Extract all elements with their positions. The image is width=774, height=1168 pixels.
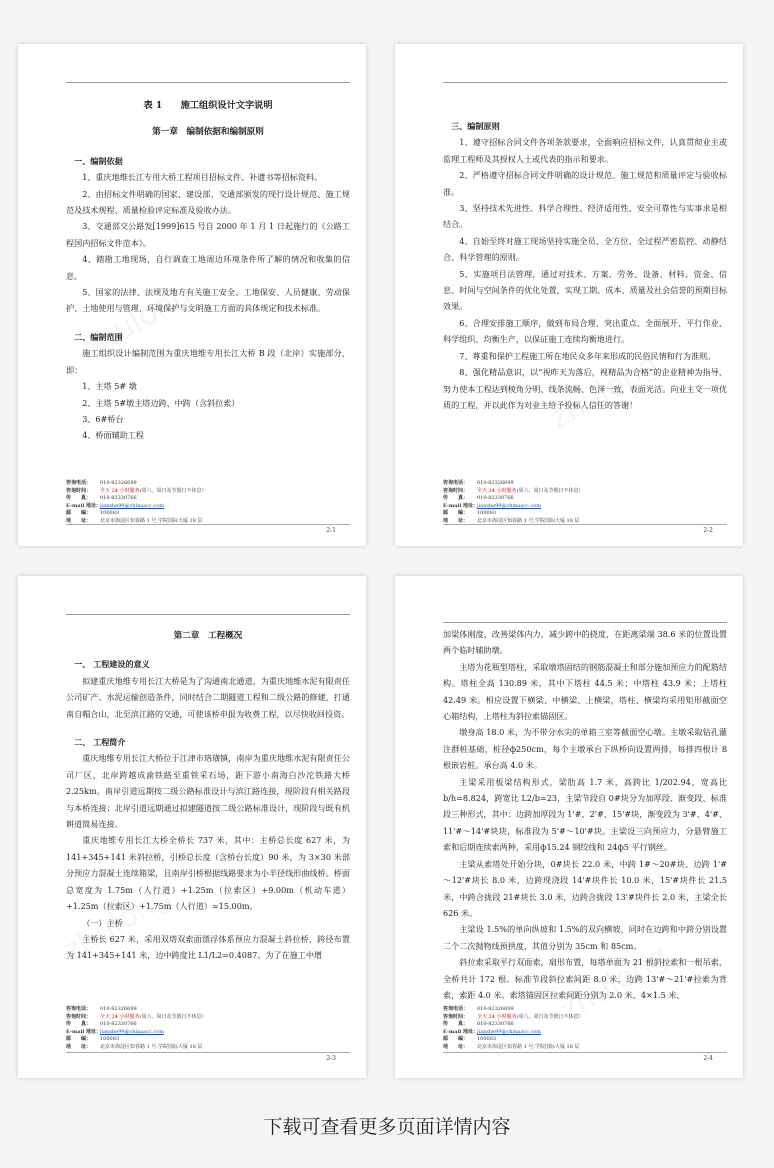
paragraph: 加梁体刚度，改善梁体内力，减少跨中的挠度，在距离梁端 38.6 米的位置设置两个临时辅助墩。	[443, 629, 727, 656]
section-heading: 一、 工程建设的意义	[74, 659, 150, 670]
footer-rule	[66, 1052, 350, 1053]
header-rule	[66, 82, 350, 83]
paragraph: 4、自始至终对施工现场坚持实施全员、全方位、全过程严密监控、动静结合、科学管理的原则。	[443, 235, 727, 263]
footer-rule	[443, 524, 727, 525]
section-heading: 二、 工程简介	[74, 737, 126, 748]
paragraph: 2、主塔 5#墩主塔边跨、中跨（含斜拉索）	[82, 397, 240, 408]
footer-rule	[66, 524, 350, 525]
section-heading: 二、编制范围	[74, 331, 123, 342]
header-rule	[66, 614, 350, 615]
paragraph: 3、交通部交公路发[1999]615 号自 2000 年 1 月 1 日起施行的《公路工程国内招标文件范本》。	[66, 221, 350, 248]
document-page-4	[395, 576, 743, 1078]
section-heading: 三、编制原则	[451, 121, 500, 131]
paragraph: 1、主塔 5# 墩	[82, 381, 137, 392]
paragraph: 拟建重庆地维专用长江大桥是为了沟通南北通道，为重庆地维水泥有限责任公司矿产、水泥运输创造条件，同时结合二期隧道工程和二级公路的修建，打通南自帽合山，北至滨江路的交通，可使该桥申报为收费工程，以尽快收回投资。	[66, 675, 350, 719]
paragraph: 3、坚持技术先进性、科学合理性、经济适用性、安全可靠性与实事求是相结合。	[443, 203, 727, 230]
contact-block: 咨询电话： 010-82326699 咨询时间： 全天 24 小时服务(周六、周日及节假日不休息） 传 真： 010-82330766 E-mail 地址：jianshe99@chinaacc.com 邮 编： 100083 地 址： 北京市海淀区知春路 1 号,学院国际大厦 18 层	[443, 1006, 584, 1050]
document-page-1	[18, 44, 366, 546]
chapter-title: 第二章 工程概况	[173, 631, 243, 641]
paragraph: 5、国家的法律、法规及地方有关施工安全、工地保安、人员健康、劳动保护、土地使用与管理、环境保护与文明施工方面的具体规定和技术标准。	[66, 287, 350, 314]
paragraph: 斜拉索采取平行双面索，扇形布置，每塔单面为 21 根斜拉索和一根吊索，全桥共计 172 根。标准节段斜拉索间距 8.0 米，边跨 13'#～21'#拉索为背索，索距 4.0 米。索塔锚固区拉索间距分别为 2.0 米、4×1.5 米、	[443, 957, 727, 1000]
paragraph: 墩身高 18.0 米，为不带分水尖的单箱三室等截面空心墩。主墩采取钻孔灌注群桩基础，桩径ф250cm，每个主墩承台下纵桥向设置两排，每排四根计 8 根嵌岩桩。承台高 4.0 米。	[443, 727, 727, 771]
email-link[interactable]: jianshe99@chinaacc.com	[100, 502, 165, 509]
paragraph: 8、强化精品意识，以“视昨天为落后，视精品为合格”的企业精神为指导，努力使本工程达到棱角分明、线条流畅、色泽一致，表面光洁。向业主交一项优质的工程，并以此作为对业主给予投标人信任的答谢！	[443, 367, 727, 410]
document-title: 表 1 施工组织设计文字说明	[143, 100, 273, 111]
paragraph: 2、由招标文件明确的国家、建设部、交通部颁发的现行设计规范、施工规范及技术规程、质量检验评定标准及验收办法。	[66, 188, 350, 216]
paragraph: 1、重庆地维长江专用大桥工程项目招标文件、补遗书等招标资料。	[82, 172, 323, 183]
header-rule	[443, 82, 727, 83]
paragraph: 主梁采用板梁结构形式，梁肋高 1.7 米，高跨比 1/202.94，宽高比 b/h=8.824，跨宽比 L2/b=23，主梁节段自 0#块分为加厚段、渐变段、标准段三种形式，其中：边跨加厚段为 1'#、2'#、15'#块，渐变段为 3'#、4'#、11'#～14'#块块，标准段为 5'#～10'#块。主梁设三向预应力，分悬臂施工索和后期连续索两种，采用ф15.24 钢绞线和 24ф5 平行钢丝。	[443, 776, 727, 853]
paragraph: 主塔为花瓶型塔柱，采取墩塔固结的钢筋混凝土和部分施加预应力的配筋结构。塔柱全高 130.89 米，其中下塔柱 44.5 米；中塔柱 43.9 米；上塔柱 42.49 米。相应设置下横梁、中横梁、上横梁，塔柱、横梁均采用矩形截面空心箱结构，上塔柱为斜拉索锚固区。	[443, 661, 727, 722]
document-page-2	[395, 44, 743, 546]
contact-block: 咨询电话： 010-82326699 咨询时间： 全天 24 小时服务(周六、周日及节假日不休息） 传 真： 010-82330766 E-mail 地址：jianshe99@chinaacc.com 邮 编： 100083 地 址： 北京市海淀区知春路 1 号,学院国际大厦 18 层	[443, 480, 584, 524]
page-body	[66, 628, 350, 964]
contact-block: 咨询电话： 010-82326699 咨询时间： 全天 24 小时服务(周六、周日及节假日不休息） 传 真： 010-82330766 E-mail 地址：jianshe99@chinaacc.com 邮 编： 100083 地 址： 北京市海淀区知春路 1 号,学院国际大厦 18 层	[66, 480, 207, 524]
paragraph: 施工组织设计编制范围为重庆地维专用长江大桥 B 段（北岸）实施部分，即：	[66, 348, 350, 375]
email-link[interactable]: jianshe99@chinaacc.com	[477, 502, 542, 509]
paragraph: 主桥长 627 米，采用双塔双索面漂浮体系预应力混凝土斜拉桥，跨径布置为 141+345+141 米，边中跨度比 L1/L2=0.4087。为了在施工中增	[66, 933, 350, 961]
chapter-title: 第一章 编制依据和编制原则	[152, 127, 264, 138]
email-link[interactable]: jianshe99@chinaacc.com	[477, 1028, 542, 1035]
page-number: 2-2	[703, 527, 713, 534]
page-number: 2-1	[326, 527, 336, 534]
section-heading: 一、编制依据	[74, 155, 123, 166]
paragraph: 重庆地维专用长江大桥全桥长 737 米，其中：主桥总长度 627 米，为 141+345+141 米斜拉桥，引桥总长度（含桥台长度）90 米，为 3×30 米部分预应力混凝土连续箱梁，且南岸引桥根据线路要求为小半径线形曲线桥。桥面总宽度为 1.75m（人行道）+1.25m（拉索区）+9.00m（机动车道）+1.25m（拉索区）+1.75m（人行道）=15.00m。	[66, 835, 350, 912]
paragraph: 主梁从索塔处开始分块，0#块长 22.0 米，中跨 1#～20#块、边跨 1'#～12'#块长 8.0 米，边跨现浇段 14'#块件长 10.0 米，15'#块件长 21.5 米，中跨合拢段 21#块长 3.0 米，边跨合拢段 13'#块件长 2.0 米，主梁全长 626 米。	[443, 858, 727, 918]
paragraph: 7、尊重和保护工程施工所在地民众多年来形成的民俗民情和行为准则。	[459, 350, 716, 361]
paragraph: （一）主桥	[82, 917, 123, 928]
paragraph: 5、实施项目法管理，通过对技术、方案、劳务、设备、材料、资金、信息、时间与空间条件的优化处置，实现工期、成本、质量及社会信誉的预期目标效果。	[443, 268, 727, 312]
paragraph: 3、6#桥台	[82, 413, 124, 424]
page-body	[443, 626, 727, 1003]
paragraph: 2、严格遵守招标合同文件明确的设计规范、施工规范和质量评定与验收标准。	[443, 170, 727, 197]
paragraph: 4、桥面辅助工程	[82, 430, 144, 441]
paragraph: 1、遵守招标合同文件各项条款要求，全面响应招标文件，认真贯彻业主或监理工程师及其授权人士或代表的指示和要求。	[443, 137, 727, 164]
download-caption: 下载可查看更多页面详情内容	[263, 1116, 511, 1138]
paragraph: 4、踏勘工地现场，自行调查工地周边环境条件所了解的情况和收集的信息。	[66, 254, 350, 281]
header-rule	[443, 622, 727, 623]
paragraph: 6、合理安排施工顺序，做到布局合理、突出重点、全面展开、平行作业、科学组织、均衡生产，以保证施工连续均衡地进行。	[443, 317, 727, 345]
paragraph: 主梁设 1.5%的单向纵坡和 1.5%的双向横坡，同时在边跨和中跨分别设置二个二次抛物线预拱度，其值分别为 35cm 和 85cm。	[443, 924, 727, 951]
page-body	[443, 114, 727, 413]
contact-block: 咨询电话： 010-82326699 咨询时间： 全天 24 小时服务(周六、周日及节假日不休息） 传 真： 010-82330766 E-mail 地址：jianshe99@chinaacc.com 邮 编： 100083 地 址： 北京市海淀区知春路 1 号,学院国际大厦 18 层	[66, 1006, 207, 1050]
document-page-3	[18, 576, 366, 1078]
page-body	[66, 96, 350, 444]
footer-rule	[443, 1052, 727, 1053]
paragraph: 重庆地维专用长江大桥位于江津市珞璜镇，南岸为重庆地维水泥有限责任公司厂区，北岸跨越成渝铁路至重铁采石场，距下游小南海白沙沱铁路大桥 2.25km。南岸引道远期按二级公路标准设计与滨江路连接，现阶段有相关路段与本桥连接；北岸引道远期通过拟建隧道按二级公路标准设计，现阶段与既有机耕道简易连接。	[66, 753, 350, 830]
page-number: 2-4	[703, 1055, 713, 1062]
email-link[interactable]: jianshe99@chinaacc.com	[100, 1028, 165, 1035]
page-number: 2-3	[326, 1055, 336, 1062]
